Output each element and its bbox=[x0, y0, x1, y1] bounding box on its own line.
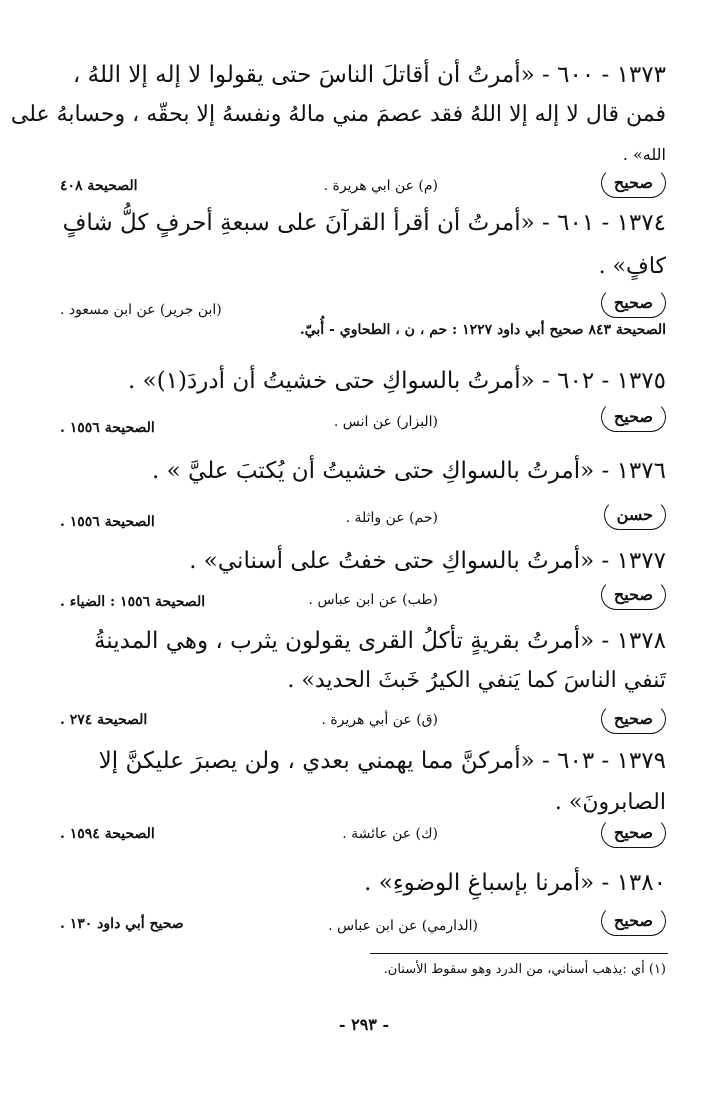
hadith-text-line: ١٣٧٦ - «أمرتُ بالسواكِ حتى خشيتُ أن يُكتبَ عليَّ » . bbox=[152, 458, 666, 484]
hadith-text-line: الله» . bbox=[622, 145, 666, 164]
reference-note: الصحيحة ١٥٩٤ . bbox=[60, 826, 155, 842]
footnote-divider bbox=[370, 953, 668, 954]
hadith-text-line: تَنفي الناسَ كما يَنفي الكيرُ خَبثَ الحديد» . bbox=[287, 668, 666, 693]
reference-note: الصحيحة ٤٠٨ bbox=[60, 178, 138, 194]
hadith-text-line: كافٍ» . bbox=[598, 254, 666, 279]
grade-badge: صحيح bbox=[601, 580, 666, 610]
footnote: (١) أي :يذهب أسناني، من الدرد وهو سقوط الأسنان. bbox=[383, 962, 666, 977]
hadith-text-line: ١٣٧٣ - ٦٠٠ - «أمرتُ أن أقاتلَ الناسَ حتى يقولوا لا إله إلا اللهُ ، bbox=[72, 62, 666, 88]
reference-note: الصحيحة ٨٤٣ صحيح أبي داود ١٢٢٧ : حم ، ن ، الطحاوي - أُبيّ. bbox=[299, 322, 666, 338]
source-attribution: (حم) عن واثلة . bbox=[345, 510, 438, 526]
grade-badge: صحيح bbox=[601, 704, 666, 734]
grade-badge: صحيح bbox=[601, 168, 666, 198]
source-attribution: (البزار) عن انس . bbox=[333, 414, 438, 430]
source-attribution: (ق) عن أبي هريرة . bbox=[321, 712, 438, 728]
hadith-text-line: ١٣٧٨ - «أمرتُ بقريةٍ تأكلُ القرى يقولون يثرب ، وهي المدينةُ bbox=[93, 628, 666, 654]
reference-note: الصحيحة ١٥٥٦ . bbox=[60, 514, 155, 530]
hadith-text-line: ١٣٧٤ - ٦٠١ - «أمرتُ أن أقرأ القرآنَ على سبعةِ أحرفٍ كلُّ شافٍ bbox=[62, 210, 666, 236]
reference-note: صحيح أبي داود ١٣٠ . bbox=[60, 916, 184, 932]
grade-badge: حسن bbox=[604, 500, 666, 530]
hadith-text-line: ١٣٧٥ - ٦٠٢ - «أمرتُ بالسواكِ حتى خشيتُ أن أدردَ(١)» . bbox=[128, 368, 666, 394]
page-number: - ٢٩٣ - bbox=[338, 1015, 390, 1034]
hadith-text-line: ١٣٧٧ - «أمرتُ بالسواكِ حتى خفتُ على أسناني» . bbox=[189, 548, 666, 574]
grade-badge: صحيح bbox=[601, 402, 666, 432]
source-attribution: (م) عن ابي هريرة . bbox=[323, 178, 438, 194]
hadith-text-line: الصابرونَ» . bbox=[554, 790, 666, 815]
grade-badge: صحيح bbox=[601, 818, 666, 848]
hadith-text-line: فمن قال لا إله إلا اللهُ فقد عصمَ مني مالهُ ونفسهُ إلا بحقّه ، وحسابهُ على bbox=[10, 102, 666, 127]
reference-note: الصحيحة ٢٧٤ . bbox=[60, 712, 148, 728]
source-attribution: (طب) عن ابن عباس . bbox=[308, 592, 438, 608]
source-attribution: (ابن جرير) عن ابن مسعود . bbox=[60, 302, 222, 318]
hadith-text-line: ١٣٨٠ - «أمرنا بإسباغِ الوضوءِ» . bbox=[364, 870, 666, 896]
source-attribution: (ك) عن عائشة . bbox=[342, 826, 438, 842]
grade-badge: صحيح bbox=[601, 288, 666, 318]
reference-note: الصحيحة ١٥٥٦ . bbox=[60, 420, 155, 436]
grade-badge: صحيح bbox=[601, 906, 666, 936]
reference-note: الصحيحة ١٥٥٦ : الضياء . bbox=[60, 594, 206, 610]
hadith-text-line: ١٣٧٩ - ٦٠٣ - «أمركنَّ مما يهمني بعدي ، ولن يصبرَ عليكنَّ إلا bbox=[98, 748, 666, 774]
source-attribution: (الدارمي) عن ابن عباس . bbox=[328, 918, 478, 934]
